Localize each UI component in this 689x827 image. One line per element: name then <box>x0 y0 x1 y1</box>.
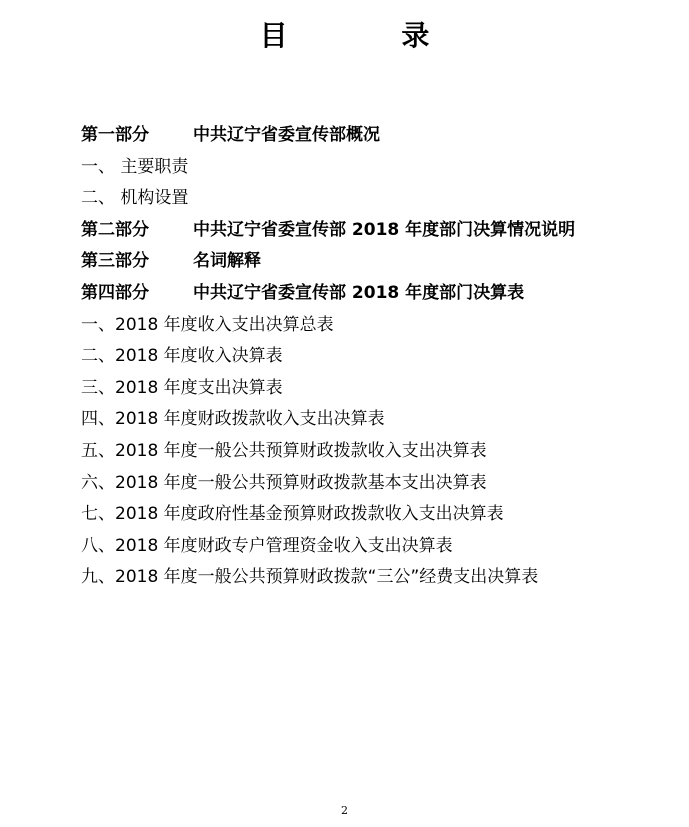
toc-item <box>81 468 661 500</box>
toc-part-title: 中共辽宁省委宣传部概况 <box>193 125 380 145</box>
toc-item-text: 八、2018 年度财政专户管理资金收入支出决算表 <box>81 535 453 556</box>
toc-item-text: 一、 主要职责 <box>81 156 189 177</box>
toc-item-text: 二、 机构设置 <box>81 188 189 209</box>
toc-item-text: 二、2018 年度收入决算表 <box>81 346 283 367</box>
toc-part-label: 第四部分 <box>81 282 149 303</box>
toc-item <box>81 152 661 184</box>
toc-item-text: 七、2018 年度政府性基金预算财政拨款收入支出决算表 <box>81 504 504 525</box>
toc-item-text: 三、2018 年度支出决算表 <box>81 377 283 398</box>
toc-part-label: 第一部分 <box>81 125 149 145</box>
toc-item <box>81 531 661 563</box>
toc-part-title: 名词解释 <box>193 251 261 272</box>
toc-item <box>81 373 661 405</box>
toc-item-text: 四、2018 年度财政拨款收入支出决算表 <box>81 409 385 430</box>
toc-item <box>81 562 661 594</box>
toc-part-1 <box>81 120 661 152</box>
toc-item-text: 五、2018 年度一般公共预算财政拨款收入支出决算表 <box>81 440 487 461</box>
toc-item <box>81 183 661 215</box>
toc-part-2 <box>81 215 661 247</box>
toc-part-title: 中共辽宁省委宣传部 2018 年度部门决算情况说明 <box>193 219 576 240</box>
page-number: 2 <box>341 804 348 817</box>
toc-part-title: 中共辽宁省委宣传部 2018 年度部门决算表 <box>193 282 525 303</box>
toc-part-label: 第二部分 <box>81 219 149 240</box>
toc-item-text: 九、2018 年度一般公共预算财政拨款“三公”经费支出决算表 <box>81 567 539 588</box>
toc-item-text: 一、2018 年度收入支出决算总表 <box>81 314 334 335</box>
toc-item <box>81 404 661 436</box>
toc-item <box>81 499 661 531</box>
toc-part-3 <box>81 246 661 278</box>
toc-item <box>81 341 661 373</box>
toc-item <box>81 436 661 468</box>
table-of-contents <box>81 120 661 594</box>
toc-item-text: 六、2018 年度一般公共预算财政拨款基本支出决算表 <box>81 472 487 493</box>
toc-part-4 <box>81 278 661 310</box>
toc-part-label: 第三部分 <box>81 251 149 272</box>
page-title: 目 录 <box>259 19 482 52</box>
toc-item <box>81 310 661 342</box>
